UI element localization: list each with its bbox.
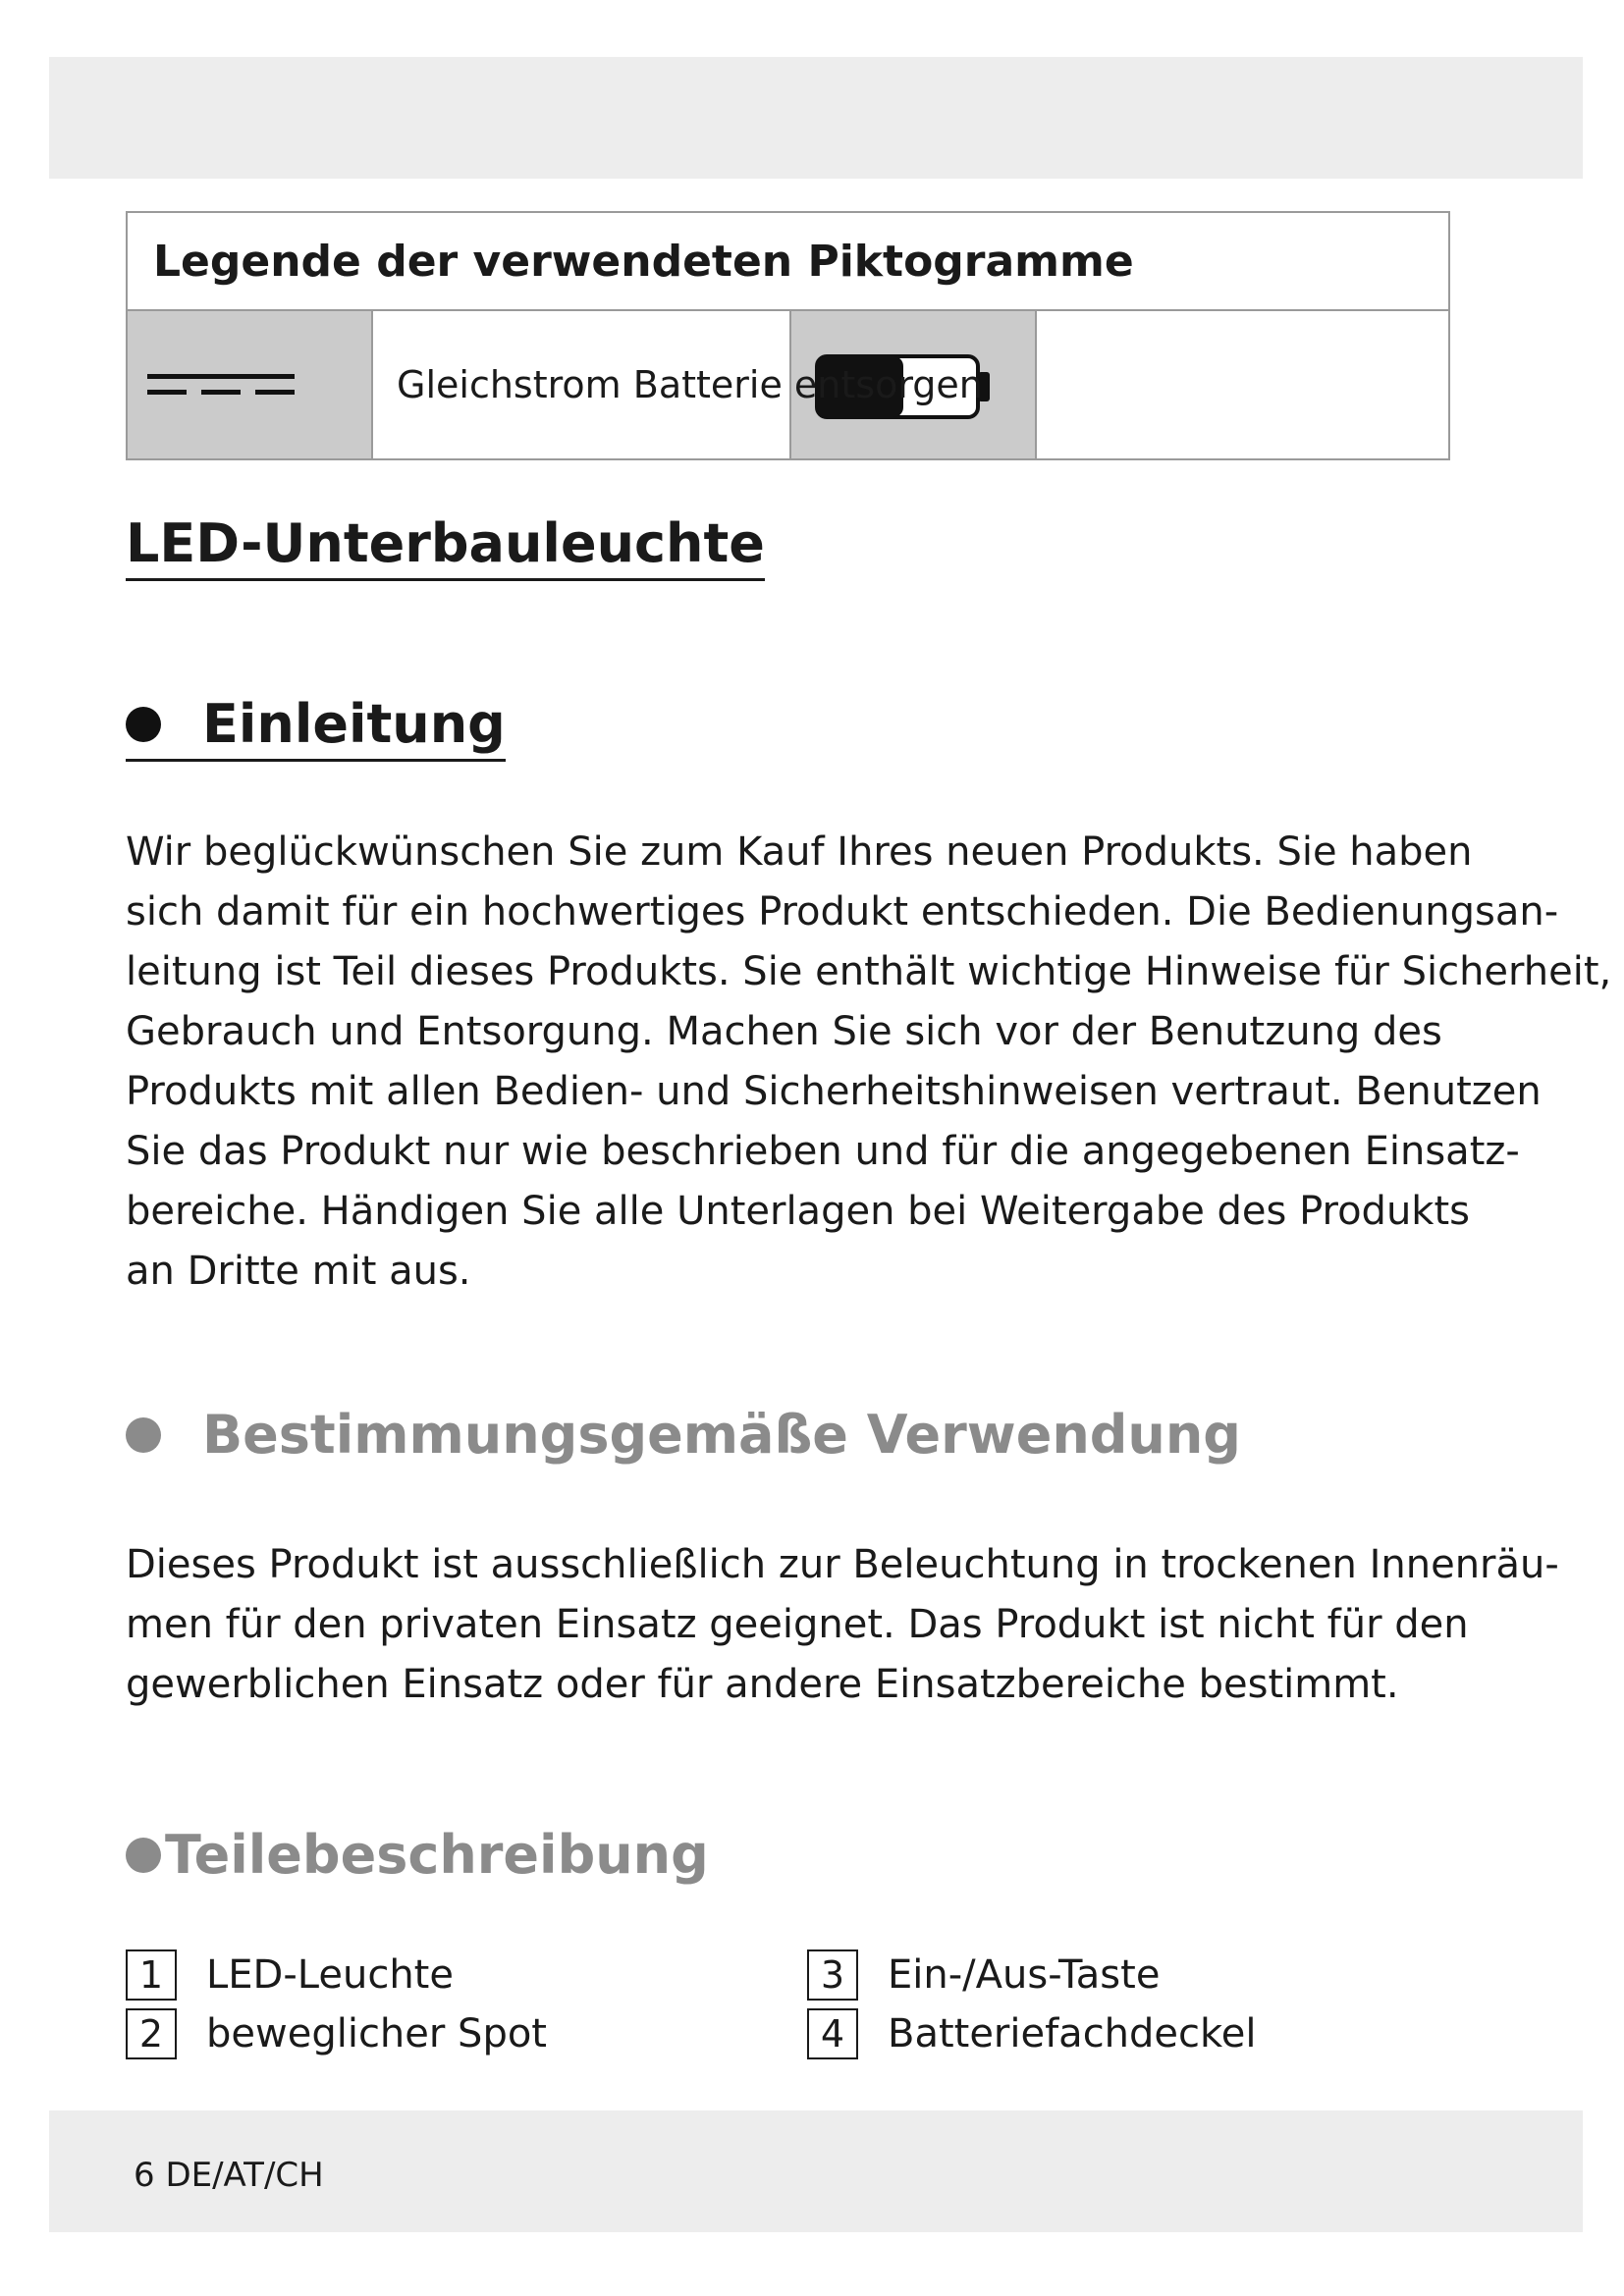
page-footer: 6 DE/AT/CH	[134, 2156, 324, 2195]
section-heading-intro	[126, 693, 506, 762]
part-number-box: 4	[807, 2008, 858, 2059]
section-heading-parts	[126, 1824, 709, 1886]
text-line: Dieses Produkt ist ausschließlich zur Beleuchtung in trockenen Innenräu-	[126, 1542, 1559, 1587]
pictogram-legend-table	[126, 211, 1450, 460]
usage-paragraph	[126, 1535, 1559, 1715]
part-label: beweglicher Spot	[206, 2011, 547, 2056]
part-number-box: 2	[126, 2008, 177, 2059]
text-line: leitung ist Teil dieses Produkts. Sie enthält wichtige Hinweise für Sicherheit,	[126, 949, 1612, 994]
section-heading-text: Teilebeschreibung	[165, 1824, 709, 1886]
part-label: Batteriefachdeckel	[888, 2011, 1257, 2056]
text-line: sich damit für ein hochwertiges Produkt entschieden. Die Bedienungsan-	[126, 889, 1559, 934]
text-line: Produkts mit allen Bedien- und Sicherheitshinweisen vertraut. Benutzen	[126, 1069, 1542, 1114]
text-line: an Dritte mit aus.	[126, 1249, 471, 1294]
parts-list-item	[807, 1949, 1160, 2001]
legend-text-cell	[373, 311, 983, 458]
text-line: men für den privaten Einsatz geeignet. Das Produkt ist nicht für den	[126, 1602, 1469, 1647]
section-heading-usage	[126, 1404, 1241, 1466]
part-label: Ein-/Aus-Taste	[888, 1952, 1161, 1998]
legend-row	[128, 311, 1448, 458]
part-number-box: 3	[807, 1949, 858, 2001]
legend-title: Legende der verwendeten Piktogramme	[153, 236, 1134, 287]
parts-list-item	[126, 1949, 454, 2001]
section-heading-text: Einleitung	[202, 693, 506, 755]
intro-paragraph	[126, 823, 1612, 1302]
part-label: LED-Leuchte	[206, 1952, 454, 1998]
header-band	[49, 57, 1583, 179]
text-line: gewerblichen Einsatz oder für andere Einsatzbereiche bestimmt.	[126, 1662, 1399, 1707]
direct-current-icon	[147, 374, 295, 398]
text-line: Sie das Produkt nur wie beschrieben und für die angegebenen Einsatz-	[126, 1129, 1520, 1174]
section-heading-text: Bestimmungsgemäße Verwendung	[202, 1404, 1241, 1466]
legend-empty-cell	[1037, 311, 1448, 458]
product-title: LED-Unterbauleuchte	[126, 512, 765, 581]
legend-header	[128, 213, 1448, 311]
parts-list-item	[126, 2008, 547, 2059]
bullet-icon	[126, 1417, 161, 1453]
bullet-icon	[126, 1838, 161, 1873]
parts-list-item	[807, 2008, 1257, 2059]
legend-symbol-cell	[128, 311, 373, 458]
bullet-icon	[126, 707, 161, 742]
text-line: Wir beglückwünschen Sie zum Kauf Ihres neuen Produkts. Sie haben	[126, 829, 1473, 875]
text-line: Gebrauch und Entsorgung. Machen Sie sich vor der Benutzung des	[126, 1009, 1442, 1054]
text-line: bereiche. Händigen Sie alle Unterlagen bei Weitergabe des Produkts	[126, 1189, 1470, 1234]
part-number-box: 1	[126, 1949, 177, 2001]
legend-text: Gleichstrom Batterie entsorgen	[397, 363, 983, 406]
